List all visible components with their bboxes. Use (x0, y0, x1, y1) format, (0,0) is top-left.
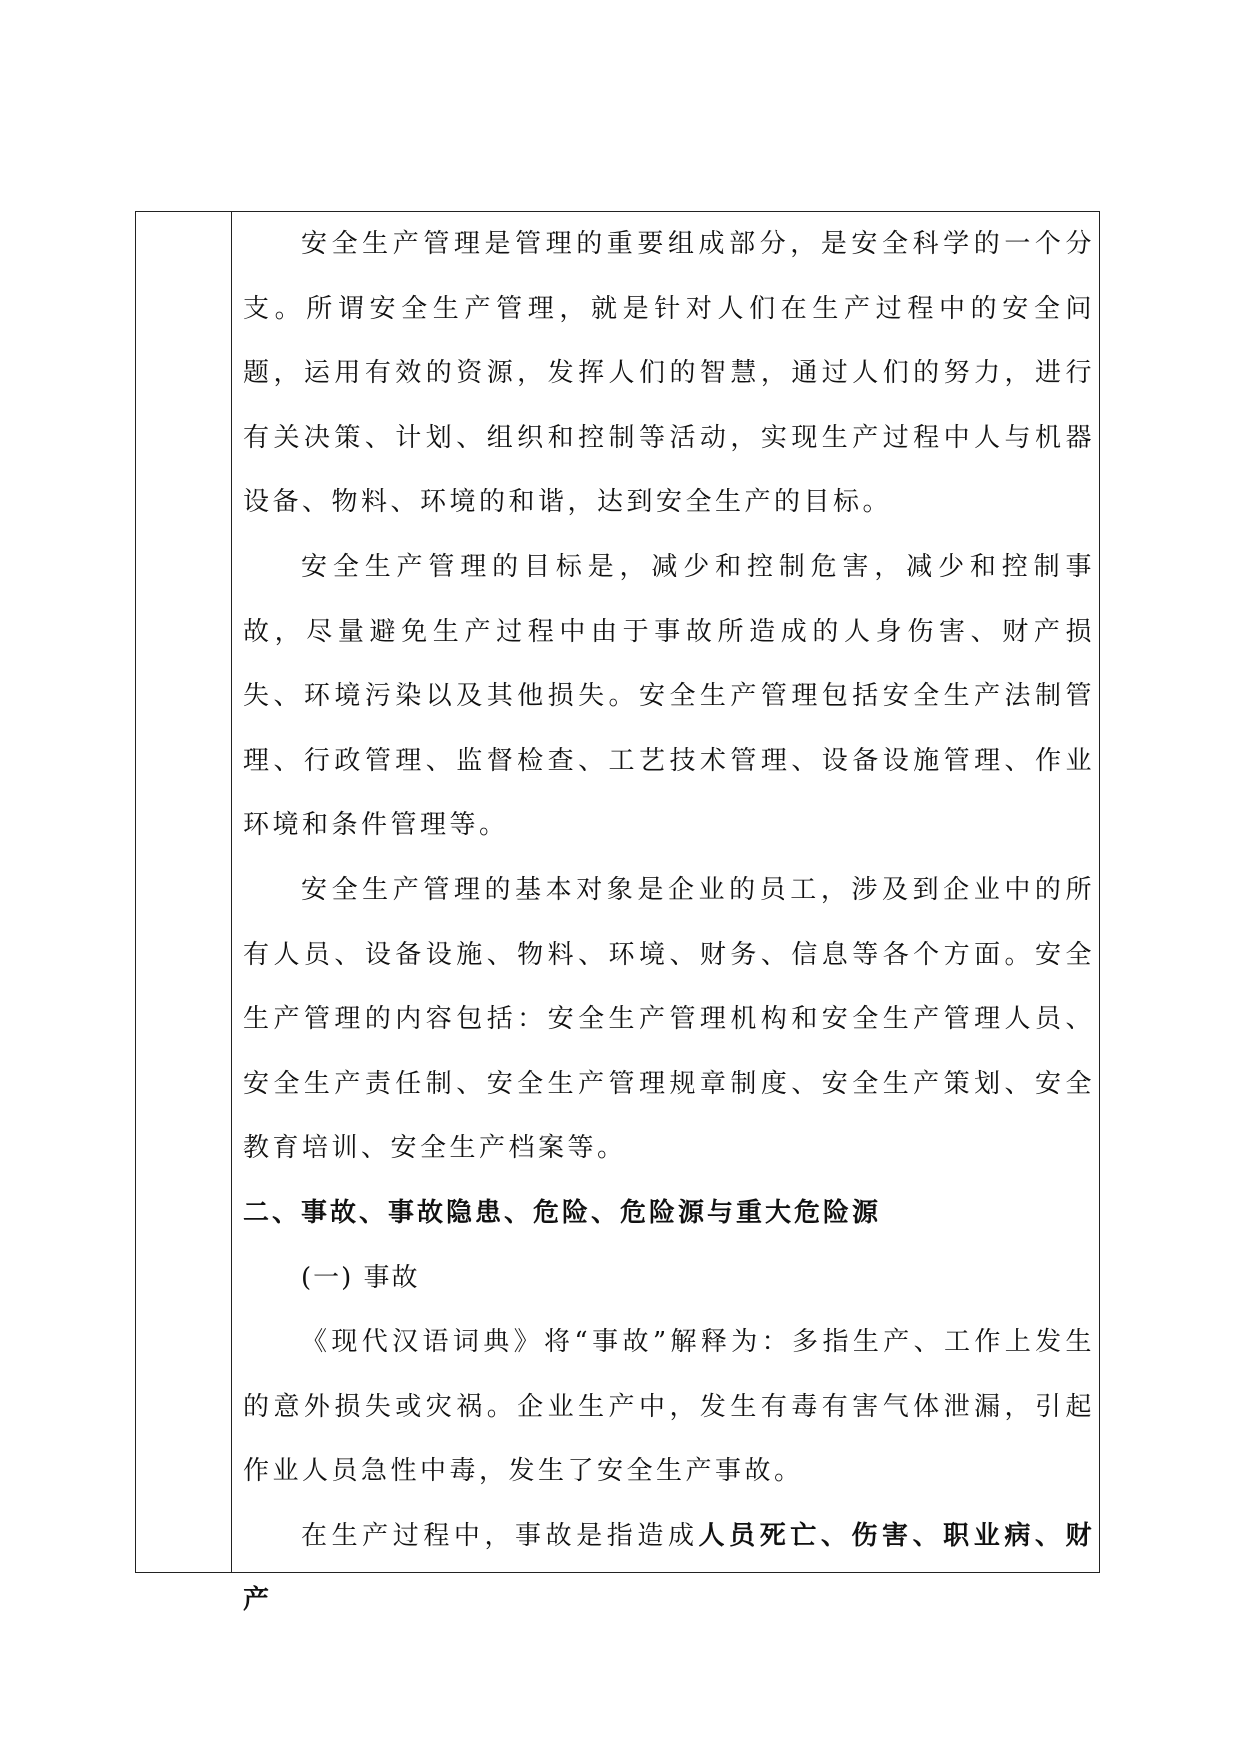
paragraph-safety-management-definition: 安全生产管理是管理的重要组成部分，是安全科学的一个分支。所谓安全生产管理，就是针对人们在生产过程中的安全问题，运用有效的资源，发挥人们的智慧，通过人们的努力，进行有关决策、计划、组织和控制等活动，实现生产过程中人与机器设备、物料、环境的和谐，达到安全生产的目标。 (243, 229, 1095, 518)
table-left-column (136, 212, 232, 1572)
paragraph-bold-text: 人员死亡、伤害、职业病、财产 (243, 1520, 1095, 1616)
paragraph-safety-management-scope: 安全生产管理的基本对象是企业的员工，涉及到企业中的所有人员、设备设施、物料、环境、财务、信息等各个方面。安全生产管理的内容包括：安全生产管理机构和安全生产管理人员、安全生产责任制、安全生产管理规章制度、安全生产策划、安全教育培训、安全生产档案等。 (243, 874, 1095, 1164)
section-heading: 二、事故、事故隐患、危险、危险源与重大危险源 (243, 1197, 882, 1228)
paragraph-accident-dictionary-definition: 《现代汉语词典》将“事故”解释为：多指生产、工作上发生的意外损失或灾祸。企业生产中，发生有毒有害气体泄漏，引起作业人员急性中毒，发生了安全生产事故。 (243, 1327, 1095, 1487)
table-content-cell (243, 212, 1095, 1616)
document-table-frame (135, 211, 1100, 1616)
paragraph-lead-text: 在生产过程中，事故是指造成 (301, 1520, 699, 1551)
paragraph-accident-production-definition (243, 1504, 1095, 1633)
subsection-heading: (一) 事故 (301, 1262, 420, 1293)
paragraph-safety-management-goals: 安全生产管理的目标是，减少和控制危害，减少和控制事故，尽量避免生产过程中由于事故所造成的人身伤害、财产损失、环境污染以及其他损失。安全生产管理包括安全生产法制管理、行政管理、监督检查、工艺技术管理、设备设施管理、作业环境和条件管理等。 (243, 551, 1095, 841)
